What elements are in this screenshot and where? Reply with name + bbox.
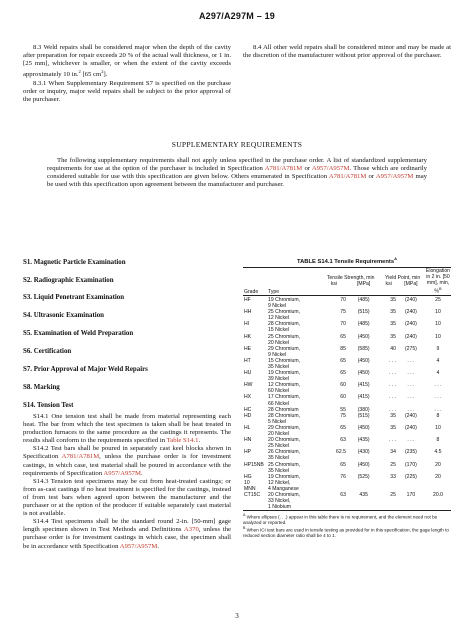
tensile-table-container [243,256,451,539]
link-table-s14-1[interactable]: Table S14.1 [166,437,199,445]
cell-ts: 65 [340,357,346,364]
cell-grade: HE [244,345,252,352]
cell-ypm: . . . [407,370,415,377]
cell-ts: 55 [340,406,346,413]
cell-el: 25 [435,296,441,303]
table-row [243,492,451,511]
cell-type: 25 Chromium, 35 Nickel [268,461,300,474]
cell-ts: 63 [340,491,346,498]
link-a781-s14[interactable]: A781/A781M [61,453,100,461]
link-a957-s14-4[interactable]: A957/A957M [119,542,158,550]
s2-heading: S2. Radiographic Examination [23,277,114,284]
cell-grade: HK [244,333,252,340]
paragraph-s14-3: S14.3 Tension test specimens may be cut from heat-treated castings; or from as-cast castings if no heat treatment is specified for the castings, instead of from test bars when agreed upon between the manufacturer and the purchaser or at the option of the producer if suitable separately cast material is not available. [23,477,231,518]
s5-heading: S5. Examination of Weld Preparation [23,330,134,337]
table-row [243,449,451,461]
col-elongation: Elongation in 2 in. [50 mm], min, %$^B$ [425,267,450,295]
cell-el: 10 [435,333,441,340]
table-row [243,358,451,370]
table-row [243,346,451,358]
cell-grade: HL [244,424,251,431]
table-row [243,394,451,406]
cell-yp: 35 [390,309,396,316]
table-row [243,413,451,425]
cell-tsm: (450) [357,357,370,364]
cell-el: 10 [435,309,441,316]
table-row [243,334,451,346]
table-row [243,462,451,474]
supplementary-intro: The following supplementary requirements shall not apply unless specified in the purchase order. A list of standardized supplementary requirements for use at the option of the purchaser is included in Specification A781/A781M or A957/A957M. Those which are ordinarily considered suitable for use with this specification are given below. Others enumerated in Specification A781/A781M or A957/A957M may be used with this specification upon agreement between the manufacturer and purchaser. [47,157,428,189]
cell-ypm: (240) [404,321,417,328]
cell-type: 25 Chromium, 12 Nickel [268,309,300,322]
col-grade: Grade [244,288,259,295]
cell-type: 19 Chromium, 12 Nickel, 4 Manganese [268,473,300,492]
cell-ts: 65 [340,333,346,340]
cell-ts: 75 [340,309,346,316]
s8-heading: S8. Marking [23,384,60,391]
cell-ts: 70 [340,296,346,303]
cell-tsm: (485) [357,296,370,303]
cell-yp: 35 [390,296,396,303]
cell-ts: 70 [340,321,346,328]
cell-ypm: (240) [404,309,417,316]
cell-yp: 34 [390,449,396,456]
cell-ypm: 170 [406,491,416,498]
cell-tsm: (525) [357,473,370,480]
s3-heading: S3. Liquid Penetrant Examination [23,294,125,301]
cell-grade: HT [244,357,251,364]
cell-yp: . . . [388,357,396,364]
cell-tsm: (435) [357,437,370,444]
cell-type: 26 Chromium, 35 Nickel [268,449,300,462]
cell-type: 15 Chromium, 35 Nickel [268,357,300,371]
s1-heading: S1. Magnetic Particle Examination [23,259,126,266]
cell-grade: HW [244,382,253,389]
table-row [243,425,451,437]
cell-type: 19 Chromium, 9 Nickel [268,296,300,310]
cell-yp: 25 [390,461,396,468]
cell-ypm: . . . [407,437,415,444]
cell-ypm: (275) [404,345,417,352]
cell-type: 20 Chromium, 33 Nickel, 1 Niobium [268,491,300,511]
paragraph-8-4: 8.4 All other weld repairs shall be considered minor and may be made at the discretion of the manufacturer without prior approval of the purchaser. [243,44,451,60]
s4-heading: S4. Ultrasonic Examination [23,312,104,319]
table-row [243,437,451,449]
cell-yp: . . . [388,382,396,389]
cell-ypm: (225) [404,473,417,480]
s7-heading: S7. Prior Approval of Major Weld Repairs [23,366,148,373]
document-header: A297/A297M – 19 [198,11,276,21]
supplementary-heading: SUPPLEMENTARY REQUIREMENTS [171,140,303,149]
link-a781[interactable]: A781/A781M [264,165,303,173]
cell-tsm: (515) [357,412,370,419]
top-right-column [243,44,451,60]
cell-type: 28 Chromium, 5 Nickel [268,412,300,425]
link-a781-2[interactable]: A781/A781M [328,173,367,181]
s14-text [23,413,231,551]
cell-el: 8 [436,412,440,419]
cell-ts: 76 [340,473,346,480]
cell-el: 20.0 [433,491,443,498]
cell-ts: 65 [340,370,346,377]
paragraph-8-3: 8.3 Weld repairs shall be considered major when the depth of the cavity after preparation for repair exceeds 20 % of the actual wall thickness, or 1 in. [25 mm], whichever is smaller, or when the extent of the cavity exceeds approximately 10 in.$^2$ [65 $cm^2$]. [23,44,231,79]
cell-type: 12 Chromium, 60 Nickel [268,382,300,395]
paragraph-s14-1: S14.1 One tension test shall be made from material representing each heat. The bar from which the test specimen is taken shall be heat treated in production furnaces to the same procedure as the castings it represents. The results shall conform to the requirements specified in Table S14.1. [23,413,231,445]
cell-tsm: (380) [357,406,370,413]
cell-el: 4.5 [434,449,442,456]
cell-yp: 33 [390,473,396,480]
cell-tsm: (515) [357,309,370,316]
cell-ypm: . . . [407,406,415,413]
s6-heading: S6. Certification [23,348,72,355]
link-a957-2[interactable]: A957/A957M [375,173,414,181]
link-a370[interactable]: A370 [183,526,199,534]
cell-tsm: (415) [357,382,370,389]
cell-yp: 35 [390,333,396,340]
cell-el: 20 [435,473,441,480]
cell-ypm: (240) [404,296,417,303]
cell-ypm: (235) [404,449,417,456]
cell-yp: 35 [390,424,396,431]
cell-el: . . . [434,382,442,389]
cell-ypm: (240) [404,333,417,340]
cell-type: 25 Chromium, 20 Nickel [268,333,300,346]
cell-tsm: 435 [359,491,368,498]
cell-ts: 65 [340,461,346,468]
cell-el: . . . [434,394,442,401]
cell-type: 17 Chromium, 66 Nickel [268,394,300,407]
cell-ypm: . . . [407,357,415,364]
cell-tsm: (415) [357,394,370,401]
cell-ypm: (240) [404,424,417,431]
cell-ts: 60 [340,394,346,401]
cell-type: 29 Chromium, 20 Nickel [268,424,300,438]
cell-yp: 40 [390,345,396,352]
table-row [243,474,451,492]
cell-grade: HU [244,370,252,377]
cell-tsm: (430) [357,449,370,456]
cell-el: 9 [436,345,440,352]
top-left-column [23,44,231,104]
cell-ts: 63 [340,437,346,444]
cell-type: 28 Chromium, 15 Nickel [268,321,300,334]
cell-el: 4 [436,357,440,364]
paragraph-s14-4: S14.4 Test specimens shall be the standard round 2-in. [50-mm] gage length specimen shown in Test Methods and Definitions A370, unless the purchase order is for investment castings in which case, the specimen shall be in accordance with Specification A957/A957M. [23,518,232,550]
cell-el: 10 [435,321,441,328]
cell-ypm: (240) [404,412,417,419]
col-type: Type [268,288,280,295]
cell-ts: 60 [340,382,346,389]
cell-ts: 75 [340,412,346,419]
cell-grade: HI [244,321,250,328]
cell-el: 8 [436,437,440,444]
table-row [243,297,451,309]
col-tensile: Tensile Strength, min [326,275,375,282]
table-row [243,370,451,382]
cell-type: 28 Chromium [268,406,299,413]
cell-grade: HN [244,437,252,444]
cell-yp: . . . [388,406,396,413]
cell-tsm: (585) [357,345,370,352]
cell-grade: HF [244,296,251,303]
table-title: TABLE S14.1 Tensile Requirements$^A$ [297,256,397,265]
table-row [243,321,451,333]
cell-el: 20 [435,461,441,468]
cell-grade: HC [244,406,252,413]
table-row [243,309,451,321]
cell-ts: 65 [340,424,346,431]
cell-type: 19 Chromium, 39 Nickel [268,370,300,383]
cell-grade: HX [244,394,252,401]
page-number: 3 [235,612,239,620]
footnote-b: $^B$ When ICI test bars are used in tensile testing as provided for in this specification, the gage length to reduced section diameter ratio shall be 4 to 1. [243,525,449,539]
link-a957[interactable]: A957/A957M [311,165,350,173]
cell-grade: HD [244,412,252,419]
link-a957-s14[interactable]: A957/A957M [103,469,141,477]
cell-type: 29 Chromium, 9 Nickel [268,345,300,358]
col-yield: Yield Point, min [385,275,421,282]
cell-ts: 62.5 [336,449,346,456]
cell-tsm: (450) [357,461,370,468]
cell-grade: HP15NB [244,461,264,468]
cell-tsm: (450) [357,424,370,431]
cell-type: 20 Chromium, 25 Nickel [268,437,300,450]
cell-tsm: (450) [357,333,370,340]
paragraph-8-3-1: 8.3.1 When Supplementary Requirement S7 is specified on the purchase order or inquiry, major weld repairs shall be subject to the prior approval of the purchaser. [23,79,231,103]
cell-el: 4 [436,370,440,377]
paragraph-s14-2: S14.2 Test bars shall be poured in separately cast keel blocks shown in Specification A781/A781M, unless the purchase order is for investment castings, in which case, test material shall be poured in accordance with the requirements of Specification A957/A957M. [23,445,231,477]
s14-heading: S14. Tension Test [23,402,74,409]
cell-grade: HG 10 MNN [244,473,256,492]
cell-el: 10 [435,424,441,431]
cell-el: . . . [434,406,442,413]
cell-yp: . . . [388,437,396,444]
cell-ypm: . . . [407,394,415,401]
table-row [243,382,451,394]
cell-tsm: (485) [357,321,370,328]
cell-yp: 35 [390,412,396,419]
cell-yp: . . . [388,394,396,401]
cell-yp: 25 [390,491,396,498]
cell-grade: HP [244,449,252,456]
cell-yp: . . . [388,370,396,377]
footnote-a: $^A$ Where ellipses (. . .) appear in this table there is no requirement, and the element need not be analyzed or reported. [243,513,438,526]
cell-grade: HH [244,309,252,316]
cell-tsm: (450) [357,370,370,377]
tensile-table: Grade Type Tensile Strength, min Yield Point, min Elongation in 2 in. [50 mm], min, %$^B$ ksi [MPa] ksi [MPa] HF 19 Chromium, 9 Nickel 70 (485) 35 (240) 25 HH 25 Chromium, 12 Nickel 75 (515) 35 (240) 10 HI 28 Chromium, 15 Nickel 70 (485) 35 (240) 10 HK 25 Chromium, 20 Nickel 65 (450) 35 (240) 10 HE 29 Chromium, 9 Nickel 85 (585) 40 (275) 9 HT 15 Chromium, 35 Nickel 65 (450) . . . . . . 4 HU 19 Chromium, 39 Nickel 65 (450) . . . . . . 4 HW 12 Chromium, 60 Nickel 60 (415) . . . . . . . . . HX 17 Chromium, 66 Nickel 60 (415) . . . . . . . . . HC 28 Chromium 55 (380) . . . . . . . . . HD 28 Chromium, 5 Nickel 75 (515) 35 (240) 8 HL 29 Chromium, 20 Nickel 65 (450) 35 (240) 10 HN 20 Chromium, 25 Nickel 63 (435) . . . . . . 8 HP 26 Chromium, 35 Nickel 62.5 (430) 34 (235) 4.5 HP15NB 25 Chromium, 35 Nickel 65 (450) 25 (170) 20 HG 10 MNN 19 Chromium, 12 Nickel, 4 Manganese 76 (525) 33 (225) 20 CT15C 20 Chromium, 33 Nickel, 1 Niobium 63 435 25 170 20.0 [243,267,451,512]
cell-ts: 85 [340,345,346,352]
cell-grade: CT15C [244,491,261,498]
cell-yp: 35 [390,321,396,328]
cell-ypm: . . . [407,382,415,389]
cell-ypm: (170) [404,461,417,468]
